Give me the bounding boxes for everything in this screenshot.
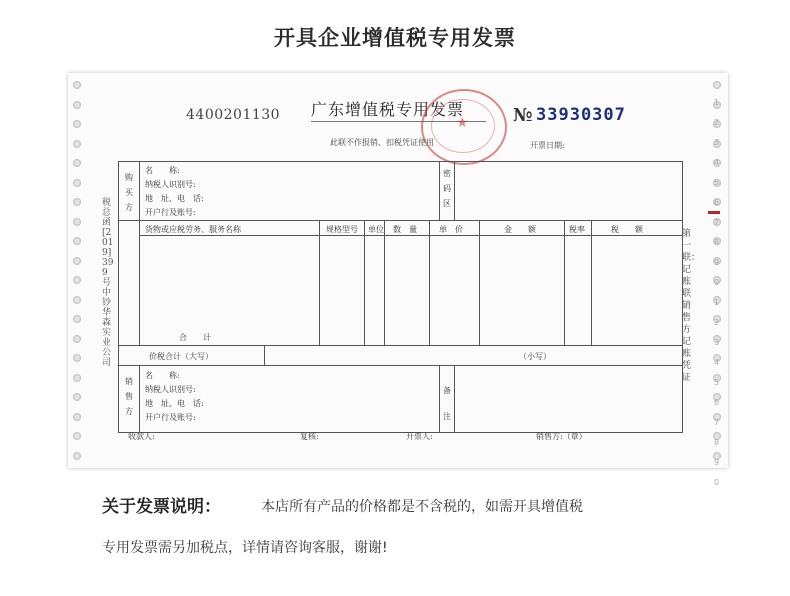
issue-date-label: 开票日期: [530, 141, 565, 150]
password-area-label: 密码区 [443, 169, 451, 208]
sprocket-hole [73, 257, 81, 265]
total-label: 合 计 [179, 333, 211, 342]
buyer-name-label: 名 称: [145, 166, 180, 175]
sprocket-hole [73, 101, 81, 109]
divider-seller-label [139, 365, 140, 432]
sprocket-hole [73, 413, 81, 421]
seller-address-label: 地 址、电 话: [145, 399, 204, 408]
small-caps-label: （小写） [519, 352, 551, 361]
invoice-code: 4400201130 [186, 107, 281, 123]
divider-col-unit [364, 220, 365, 345]
header-goods-name: 货物或应税劳务、服务名称 [145, 225, 241, 234]
sprocket-hole [73, 120, 81, 128]
divider-col-price [429, 220, 430, 345]
sprocket-hole [73, 198, 81, 206]
number-prefix: № [513, 105, 533, 126]
buyer-address-label: 地 址、电 话: [145, 194, 204, 203]
drawer-label: 开票人: [406, 432, 433, 441]
seller-bank-label: 开户行及账号: [145, 413, 196, 422]
sprocket-hole [73, 218, 81, 226]
header-unit: 单位 [368, 225, 384, 234]
description-heading: 关于发票说明： [102, 497, 221, 517]
divider-header-bottom [139, 235, 682, 236]
sprocket-hole [73, 276, 81, 284]
description-line-1: 本店所有产品的价格都是不含税的，如需开具增值税 [261, 499, 583, 515]
seller-taxid-label: 纳税人识别号: [145, 385, 196, 394]
buyer-section-label: 购买方 [125, 173, 133, 212]
seller-section-label: 销售方 [125, 377, 133, 416]
sprocket-hole [73, 432, 81, 440]
divider-buyer-right [439, 162, 440, 220]
remarks-label: 备注 [443, 386, 451, 421]
header-tax-amount: 税 额 [611, 225, 643, 234]
sprocket-hole [73, 374, 81, 382]
reviewer-label: 复核: [300, 432, 319, 441]
usage-note: 此联不作报销、扣税凭证使用 [330, 138, 434, 147]
divider-col-tax [591, 220, 592, 345]
divider-total-bottom [119, 365, 682, 366]
sprocket-hole [73, 140, 81, 148]
divider-col-spec [319, 220, 320, 345]
divider-col-amount [479, 220, 480, 345]
header-spec: 规格型号 [326, 225, 358, 234]
header-amount: 金 额 [504, 225, 536, 234]
divider-password-label [454, 162, 455, 220]
buyer-taxid-label: 纳税人识别号: [145, 180, 196, 189]
divider-col-rate [564, 220, 565, 345]
divider-buyer-label [139, 162, 140, 345]
buyer-bank-label: 开户行及账号: [145, 208, 196, 217]
divider-seller-right [439, 365, 440, 432]
header-quantity: 数 量 [393, 225, 417, 234]
header-unit-price: 单 价 [439, 225, 463, 234]
official-seal [421, 89, 507, 165]
seal-star-icon: ★ [456, 115, 469, 131]
invoice-form [118, 161, 683, 433]
invoice-paper [68, 73, 728, 487]
divider-buyer-bottom [119, 220, 682, 221]
header-tax-rate: 税率 [569, 225, 585, 234]
sprocket-hole [73, 159, 81, 167]
sprocket-hole [73, 393, 81, 401]
sprocket-hole [73, 315, 81, 323]
invoice-number: 33930307 [536, 105, 626, 125]
description-line-2: 专用发票需另加税点，详情请咨询客服，谢谢! [102, 540, 388, 556]
divider-remarks-label [454, 365, 455, 432]
sprocket-hole [73, 81, 81, 89]
printer-note: 税总函[2019]399号中钞华森实业公司 [102, 198, 114, 368]
payee-label: 收款人: [128, 432, 155, 441]
sprocket-hole [73, 452, 81, 460]
edge-digits: 12345678901234567890 [714, 98, 720, 487]
divider-items-bottom [119, 345, 682, 346]
seller-stamp-label: 销售方:（章） [536, 432, 587, 441]
divider-total-row [264, 345, 265, 365]
sprocket-hole [713, 81, 721, 89]
sprocket-hole [73, 296, 81, 304]
price-tax-total-label: 价税合计（大写） [149, 352, 213, 361]
divider-col-qty [384, 220, 385, 345]
seller-name-label: 名 称: [145, 371, 180, 380]
sprocket-hole [73, 179, 81, 187]
page-title: 开具企业增值税专用发票 [274, 26, 516, 50]
copy-label: 第一联：记账联 销售方记账凭证 [682, 229, 701, 383]
red-mark [708, 211, 720, 214]
invoice-title: 广东增值税专用发票 [311, 100, 465, 119]
left-sprocket-holes [72, 73, 84, 468]
sprocket-hole [73, 354, 81, 362]
sprocket-hole [73, 335, 81, 343]
sprocket-hole [73, 237, 81, 245]
